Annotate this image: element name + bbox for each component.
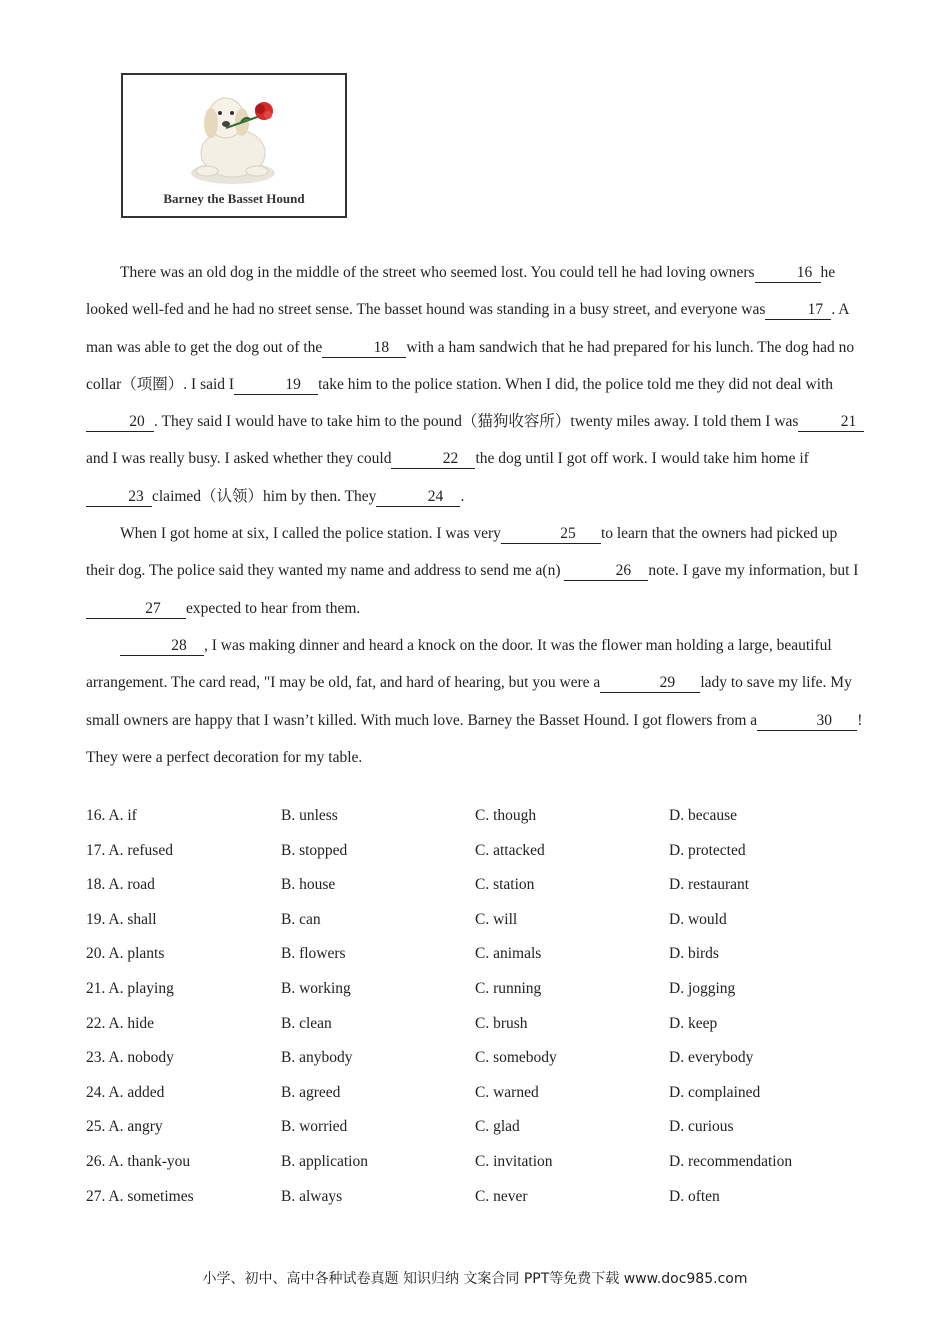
dog-illustration: [121, 73, 347, 218]
option-d: D. curious: [669, 1118, 734, 1136]
option-d: D. keep: [669, 1014, 718, 1032]
footer-watermark: 小学、初中、高中各种试卷真题 知识归纳 文案合同 PPT等免费下载 www.doc985.com: [202, 1271, 748, 1287]
option-c: C. glad: [475, 1118, 520, 1136]
paragraph-3: [86, 627, 866, 776]
option-b: B. application: [281, 1152, 368, 1170]
option-a: 20. A. plants: [86, 945, 165, 963]
option-b: B. always: [281, 1187, 343, 1205]
option-d: D. recommendation: [669, 1152, 793, 1170]
option-a: 18. A. road: [86, 876, 155, 894]
question-row-24: [86, 1084, 866, 1119]
option-b: B. house: [281, 876, 336, 894]
passage-text: lady to save my life. My small owners are happy that I wasn’t killed. With much love. Barney the Basset Hound. I got flowers from a: [86, 674, 852, 729]
option-a: 17. A. refused: [86, 841, 173, 859]
question-row-23: [86, 1049, 866, 1084]
question-row-27: [86, 1188, 866, 1223]
option-d: D. everybody: [669, 1049, 754, 1067]
option-a: 23. A. nobody: [86, 1049, 174, 1067]
option-c: C. somebody: [475, 1049, 557, 1067]
option-a: 21. A. playing: [86, 979, 174, 997]
question-row-20: [86, 945, 866, 980]
option-b: B. clean: [281, 1014, 332, 1032]
blank-23: 23: [86, 488, 152, 507]
option-d: D. would: [669, 910, 727, 928]
passage-text: . A man was able to get the dog out of the: [86, 301, 849, 356]
option-c: C. animals: [475, 945, 542, 963]
passage-text: he looked well-fed and he had no street sense. The basset hound was standing in a busy street, and everyone was: [86, 264, 836, 319]
passage-text: claimed（认领）him by then. They: [152, 487, 377, 505]
question-row-16: [86, 807, 866, 842]
option-a: 24. A. added: [86, 1083, 165, 1101]
question-row-21: [86, 980, 866, 1015]
blank-18: 18: [322, 339, 406, 358]
blank-22: 22: [391, 450, 475, 469]
option-c: C. invitation: [475, 1152, 553, 1170]
option-a: 26. A. thank-you: [86, 1152, 191, 1170]
option-d: D. restaurant: [669, 876, 750, 894]
option-d: D. protected: [669, 841, 746, 859]
blank-17: 17: [765, 301, 831, 320]
question-row-17: [86, 842, 866, 877]
option-b: B. flowers: [281, 945, 346, 963]
passage-text: ! They were a perfect decoration for my table.: [86, 711, 863, 766]
blank-29: 29: [600, 674, 700, 693]
option-c: C. running: [475, 979, 542, 997]
passage-text: . They said I would have to take him to the pound（猫狗收容所）twenty miles away. I told them I was: [154, 413, 799, 431]
answer-options: [86, 807, 866, 1222]
option-b: B. agreed: [281, 1083, 341, 1101]
option-d: D. birds: [669, 945, 719, 963]
option-c: C. will: [475, 910, 518, 928]
passage-text: the dog until I got off work. I would take him home if: [475, 450, 809, 468]
question-row-26: [86, 1153, 866, 1188]
option-a: 22. A. hide: [86, 1014, 155, 1032]
option-c: C. though: [475, 807, 537, 824]
passage-text: to learn that the owners had picked up their dog. The police said they wanted my name and address to send me a(n): [86, 525, 838, 580]
passage-text: When I got home at six, I called the police station. I was very: [120, 525, 501, 543]
option-b: B. working: [281, 979, 351, 997]
paragraph-1: [86, 254, 866, 515]
blank-26: 26: [564, 562, 648, 581]
blank-21: 21: [798, 413, 864, 432]
option-d: D. jogging: [669, 979, 736, 997]
question-row-25: [86, 1118, 866, 1153]
option-c: C. warned: [475, 1083, 539, 1101]
option-c: C. brush: [475, 1014, 528, 1032]
option-a: 16. A. if: [86, 807, 137, 824]
blank-27: 27: [86, 600, 186, 619]
figure-caption: Barney the Basset Hound: [163, 191, 305, 206]
passage-text: There was an old dog in the middle of the street who seemed lost. You could tell he had loving owners: [120, 264, 755, 281]
option-b: B. anybody: [281, 1049, 353, 1067]
option-d: D. often: [669, 1187, 720, 1205]
option-c: C. station: [475, 876, 535, 894]
paragraph-2: [86, 515, 866, 627]
question-row-22: [86, 1015, 866, 1050]
cloze-passage: [86, 254, 866, 776]
option-d: D. because: [669, 807, 737, 824]
blank-25: 25: [501, 525, 601, 544]
question-row-19: [86, 911, 866, 946]
passage-text: .: [460, 487, 465, 505]
passage-text: note. I gave my information, but I: [648, 562, 859, 580]
option-b: B. worried: [281, 1118, 348, 1136]
passage-text: take him to the police station. When I did, the police told me they did not deal with: [318, 375, 834, 393]
passage-text: with a ham sandwich that he had prepared for his lunch. The dog had no collar（项圈）. I said I: [86, 338, 855, 393]
option-c: C. attacked: [475, 841, 545, 859]
option-b: B. can: [281, 910, 321, 928]
option-a: 19. A. shall: [86, 910, 157, 928]
blank-20: 20: [86, 413, 154, 432]
passage-text: , I was making dinner and heard a knock on the door. It was the flower man holding a large, beautiful arrangement. The card read, "I may be old, fat, and hard of hearing, but you were a: [86, 636, 832, 692]
option-b: B. stopped: [281, 841, 348, 859]
option-c: C. never: [475, 1187, 528, 1205]
passage-text: and I was really busy. I asked whether they could: [86, 450, 392, 468]
option-d: D. complained: [669, 1083, 761, 1101]
blank-24: 24: [376, 488, 460, 507]
passage-text: expected to hear from them.: [186, 599, 361, 617]
blank-19: 19: [234, 376, 318, 395]
question-row-18: [86, 876, 866, 911]
blank-28: 28: [120, 637, 204, 656]
option-b: B. unless: [281, 807, 338, 824]
option-a: 27. A. sometimes: [86, 1187, 194, 1205]
option-a: 25. A. angry: [86, 1118, 163, 1136]
blank-30: 30: [757, 712, 857, 731]
blank-16: 16: [755, 264, 821, 283]
